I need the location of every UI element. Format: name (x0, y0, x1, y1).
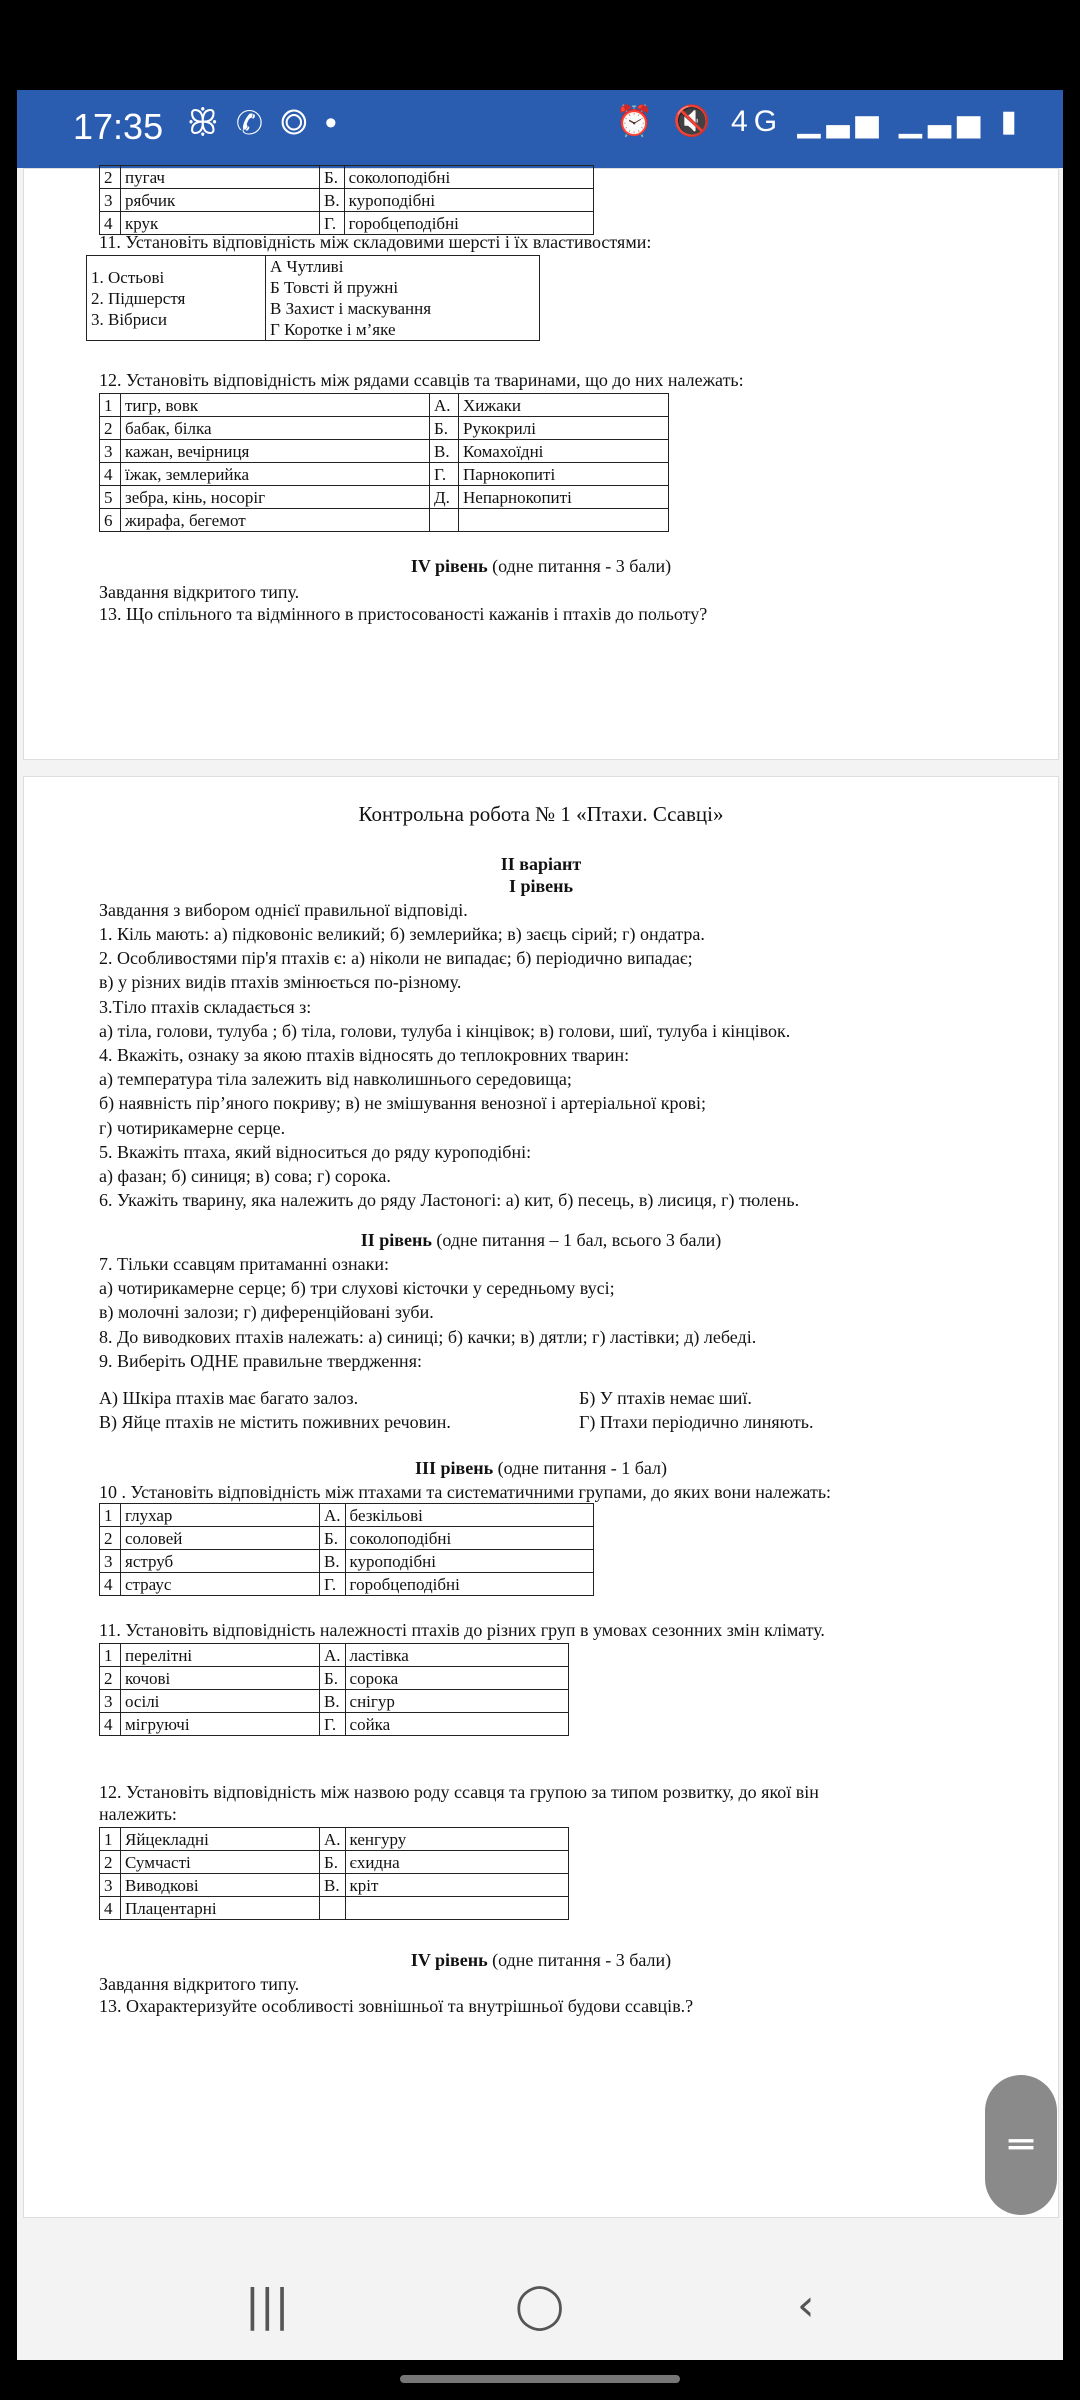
navigation-bar (17, 2260, 1063, 2360)
table-cell: Б. (320, 1527, 346, 1550)
question-line: 9. Виберіть ОДНЕ правильне твердження: (99, 1350, 422, 1371)
question-line: б) наявність пір’яного покриву; в) не змішування венозної і артеріальної крові; (99, 1093, 706, 1114)
fur-left-col: 1. Остьові 2. Підшерстя 3. Вібриси (87, 256, 266, 341)
question-11-prev: 11. Установіть відповідність між складовими шерсті і їх властивостями: (99, 232, 652, 252)
document-page-1 (23, 168, 1059, 760)
table-row (100, 1644, 569, 1667)
table-cell: А. (320, 1644, 346, 1667)
table-cell: пугач (121, 166, 320, 189)
table-cell: 2 (100, 417, 121, 440)
table-cell (345, 1897, 568, 1920)
table-cell: В. (430, 440, 459, 463)
table-cell: Рукокрилі (459, 417, 669, 440)
clock: 17:35 (73, 106, 164, 147)
question-line: а) фазан; б) синиця; в) сова; г) сорока. (99, 1166, 391, 1186)
table-cell: Яйцекладні (121, 1828, 320, 1851)
question-13: 13. Охарактеризуйте особливості зовнішньої та внутрішньої будови ссавців.? (99, 1996, 694, 2016)
table-cell: тигр, вовк (121, 394, 430, 417)
table-cell: кріт (345, 1874, 568, 1897)
table-row (100, 1851, 569, 1874)
table-row (100, 1527, 594, 1550)
status-bar (17, 90, 1063, 168)
table-row (100, 1573, 594, 1596)
table-row (100, 1667, 569, 1690)
table-cell: рябчик (121, 189, 320, 212)
table-cell: крук (121, 212, 320, 235)
table-cell: Хижаки (459, 394, 669, 417)
table-cell: В. (320, 1690, 346, 1713)
table-cell: 4 (100, 1897, 121, 1920)
table-cell: А. (320, 1828, 346, 1851)
table-cell: Г. (430, 463, 459, 486)
table-cell: Виводкові (121, 1874, 320, 1897)
table-cell: А. (430, 394, 459, 417)
table-cell: снігур (345, 1690, 568, 1713)
table-cell: 3 (100, 1874, 121, 1897)
table-cell: 1 (100, 394, 121, 417)
table-row (100, 1504, 594, 1527)
table-cell: 3 (100, 1690, 121, 1713)
question-line: а) чотирикамерне серце; б) три слухові кісточки у середньому вусі; (99, 1278, 615, 1299)
table-row (100, 440, 669, 463)
level-4-heading-prev: IV рівень (одне питання - 3 бали) (410, 556, 672, 576)
table-cell: осілі (121, 1690, 320, 1713)
table-cell: 2 (100, 166, 121, 189)
question-13-prev: 13. Що спільного та відмінного в пристосованості кажанів і птахів до польоту? (99, 604, 708, 624)
question-line: 2. Особливостями пір'я птахів є: а) ніколи не випадає; б) періодично випадає; (99, 948, 693, 969)
table-cell (459, 509, 669, 532)
level-4-heading: IV рівень (одне питання - 3 бали) (410, 1950, 672, 1970)
table-cell: бабак, білка (121, 417, 430, 440)
table-row (100, 1897, 569, 1920)
q9-option-c: В) Яйце птахів не містить поживних речовин. (99, 1412, 451, 1432)
fast-scroll-handle[interactable]: ═ (985, 2075, 1057, 2215)
question-line: а) температура тіла залежить від навколишнього середовища; (99, 1069, 572, 1090)
table-cell: В. (320, 1874, 346, 1897)
table-cell: 2 (100, 1527, 121, 1550)
question-line: 3.Тіло птахів складається з: (99, 996, 312, 1017)
table-cell: 4 (100, 212, 121, 235)
table-cell: 5 (100, 486, 121, 509)
table-cell: Б. (320, 1667, 346, 1690)
table-cell: Сумчасті (121, 1851, 320, 1874)
table-row (100, 1874, 569, 1897)
table-row (100, 486, 669, 509)
question-10: 10 . Установіть відповідність між птахами та систематичними групами, до яких вони належать: (99, 1482, 832, 1502)
table-cell: Б. (320, 166, 345, 189)
q9-option-d: Г) Птахи періодично линяють. (579, 1412, 814, 1432)
table-cell: В. (320, 1550, 346, 1573)
table-cell: 1 (100, 1644, 121, 1667)
table-cell: безкільові (345, 1504, 593, 1527)
top-partial-table (99, 165, 594, 235)
table-cell: 4 (100, 1713, 121, 1736)
table-cell: горобцеподібні (344, 212, 593, 235)
page-title: Контрольна робота № 1 «Птахи. Ссавці» (358, 802, 724, 826)
table-cell: Комахоїдні (459, 440, 669, 463)
table-cell: їжак, землерийка (121, 463, 430, 486)
question-line: 1. Кіль мають: а) підковоніс великий; б) землерийка; в) заєць сірий; г) ондатра. (99, 924, 705, 944)
seasonal-groups-table (99, 1643, 569, 1736)
table-cell: 1 (100, 1504, 121, 1527)
table-cell: соловей (121, 1527, 320, 1550)
question-12-prev: 12. Установіть відповідність між рядами ссавців та тваринами, що до них належать: (99, 370, 744, 390)
table-cell (430, 509, 459, 532)
table-cell: 4 (100, 463, 121, 486)
table-cell: Парнокопиті (459, 463, 669, 486)
table-row (100, 189, 594, 212)
question-line: 6. Укажіть тварину, яка належить до ряду Ластоногі: а) кит, б) песець, в) лисиця, г) тюлень. (99, 1190, 800, 1211)
table-cell: кенгуру (345, 1828, 568, 1851)
table-row (100, 1690, 569, 1713)
question-line: 4. Вкажіть, ознаку за якою птахів відносять до теплокровних тварин: (99, 1045, 630, 1065)
table-cell: глухар (121, 1504, 320, 1527)
table-cell: Непарнокопиті (459, 486, 669, 509)
table-cell: соколоподібні (345, 1527, 593, 1550)
table-cell: ластівка (345, 1644, 568, 1667)
table-cell: куроподібні (344, 189, 593, 212)
question-line: 7. Тільки ссавцям притаманні ознаки: (99, 1254, 390, 1274)
birds-groups-table (99, 1503, 594, 1596)
table-cell: зебра, кінь, носоріг (121, 486, 430, 509)
table-cell: В. (320, 189, 345, 212)
table-cell: горобцеподібні (345, 1573, 593, 1596)
table-cell: перелітні (121, 1644, 320, 1667)
table-cell: 2 (100, 1667, 121, 1690)
table-row (100, 1828, 569, 1851)
table-cell: Б. (320, 1851, 346, 1874)
table-cell: 3 (100, 1550, 121, 1573)
table-row (100, 166, 594, 189)
question-line: г) чотирикамерне серце. (99, 1117, 286, 1138)
q9-option-b: Б) У птахів немає шиї. (579, 1388, 752, 1408)
table-cell: Д. (430, 486, 459, 509)
task-type-label: Завдання з вибором однієї правильної відповіді. (99, 900, 468, 920)
home-button[interactable]: ◯ (515, 2280, 565, 2331)
document-page-2 (23, 776, 1059, 2218)
table-cell: страус (121, 1573, 320, 1596)
mammal-orders-table (99, 393, 669, 532)
table-cell: соколоподібні (344, 166, 593, 189)
table-cell: 3 (100, 189, 121, 212)
variant-heading: ІІ варіант (500, 854, 582, 874)
table-cell: Плацентарні (121, 1897, 320, 1920)
table-cell: кажан, вечірниця (121, 440, 430, 463)
table-cell: Г. (320, 212, 345, 235)
question-12-line1: 12. Установіть відповідність між назвою роду ссавця та групою за типом розвитку, до якої він (99, 1782, 819, 1802)
level-3-heading: ІІІ рівень (одне питання - 1 бал) (414, 1458, 668, 1478)
table-cell: А. (320, 1504, 346, 1527)
notification-icons: ꕥ ✆ ◎ • (187, 104, 341, 142)
table-cell: куроподібні (345, 1550, 593, 1573)
table-row (100, 463, 669, 486)
recents-button[interactable]: ||| (245, 2280, 290, 2331)
table-cell: Б. (430, 417, 459, 440)
level-2-heading: ІІ рівень (одне питання – 1 бал, всього 3 бали) (360, 1230, 722, 1250)
table-cell: 4 (100, 1573, 121, 1596)
development-type-table (99, 1827, 569, 1920)
question-line: 8. До виводкових птахів належать: а) синиці; б) качки; в) дятли; г) ластівки; д) лебеді. (99, 1326, 757, 1347)
question-line: 5. Вкажіть птаха, який відноситься до ряду куроподібні: (99, 1141, 532, 1162)
screen (17, 90, 1063, 2360)
table-row (100, 417, 669, 440)
table-cell: жирафа, бегемот (121, 509, 430, 532)
table-row (100, 509, 669, 532)
table-cell: кочові (121, 1667, 320, 1690)
table-cell: 6 (100, 509, 121, 532)
open-task-label: Завдання відкритого типу. (99, 1974, 300, 1994)
question-line: в) молочні залози; г) диференційовані зуби. (99, 1302, 434, 1323)
fur-matching-table (86, 255, 540, 341)
table-cell: 2 (100, 1851, 121, 1874)
table-cell: Г. (320, 1573, 346, 1596)
table-cell: 3 (100, 440, 121, 463)
table-cell: сорока (345, 1667, 568, 1690)
q9-option-a: А) Шкіра птахів має багато залоз. (99, 1388, 359, 1408)
back-button[interactable]: ‹ (797, 2280, 815, 2331)
level-1-heading: І рівень (508, 876, 574, 896)
table-row (100, 1713, 569, 1736)
table-cell (320, 1897, 346, 1920)
table-cell: яструб (121, 1550, 320, 1573)
table-cell: сойка (345, 1713, 568, 1736)
gesture-bar (400, 2375, 680, 2383)
question-11: 11. Установіть відповідність належності птахів до різних груп в умовах сезонних змін клімату. (99, 1620, 825, 1640)
question-line: в) у різних видів птахів змінюється по-різному. (99, 972, 462, 993)
table-cell: 1 (100, 1828, 121, 1851)
question-line: а) тіла, голови, тулуба ; б) тіла, голови, тулуба і кінцівок; в) голови, шиї, тулуба і кінцівок. (99, 1020, 791, 1041)
table-row (100, 394, 669, 417)
table-cell: мігруючі (121, 1713, 320, 1736)
fur-right-col: А Чутливі Б Товсті й пружні В Захист і маскування Г Коротке і м’яке (266, 256, 540, 341)
question-12-line2: належить: (99, 1804, 177, 1824)
table-row (100, 1550, 594, 1573)
table-cell: єхидна (345, 1851, 568, 1874)
system-status-icons: ⏰ 🔇 4G ▁▃▅ ▁▃▅ ▮ (615, 105, 1023, 138)
open-task-label-prev: Завдання відкритого типу. (99, 582, 300, 602)
table-cell: Г. (320, 1713, 346, 1736)
